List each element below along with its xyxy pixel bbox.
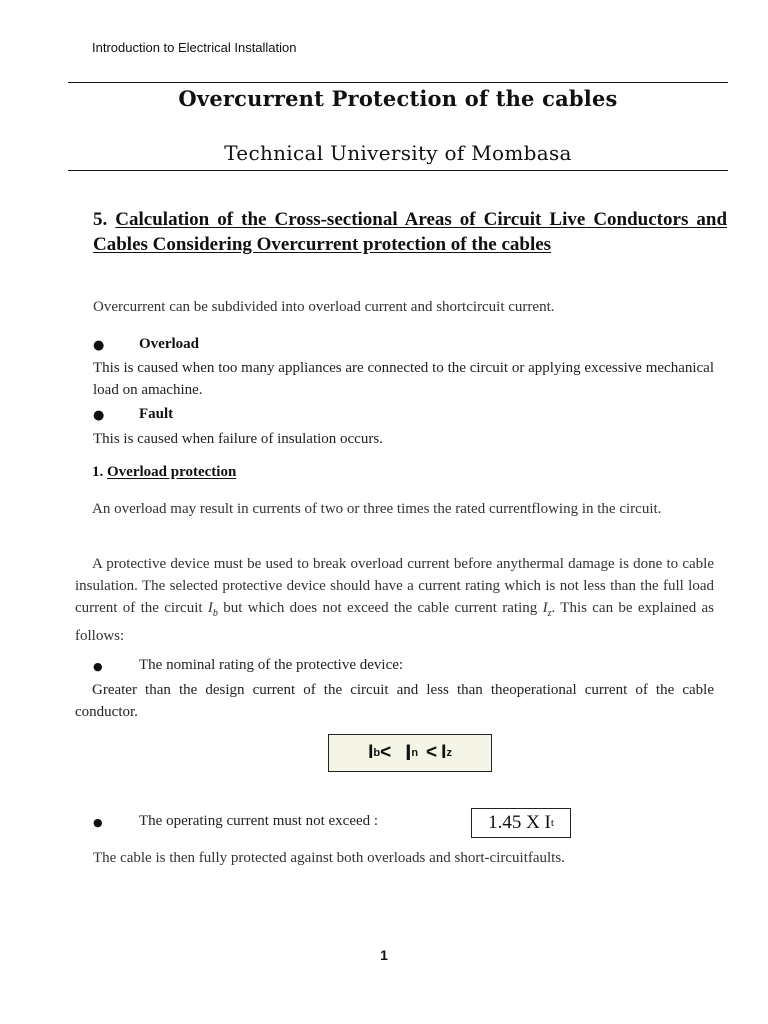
nominal-rating-bullet: The nominal rating of the protective device: bbox=[139, 657, 404, 673]
header-rule-top bbox=[68, 82, 728, 83]
bullet-icon: ● bbox=[93, 660, 103, 673]
running-header: Introduction to Electrical Installation bbox=[92, 40, 297, 55]
closing-paragraph: The cable is then fully protected against both overloads and short-circuitfaults. bbox=[93, 850, 565, 866]
operating-current-factor: 1.45 X I t bbox=[471, 808, 571, 838]
overload-paragraph-1: An overload may result in currents of two or three times the rated currentflowing in the circuit. bbox=[92, 501, 662, 517]
subheading-number: 1. bbox=[92, 464, 104, 480]
bullet-icon: ● bbox=[93, 408, 105, 423]
page-title: Overcurrent Protection of the cables bbox=[178, 86, 618, 111]
bullet-text-fault: This is caused when failure of insulation occurs. bbox=[93, 431, 383, 447]
section-heading-text: Calculation of the Cross-sectional Areas of Circuit Live Conductors and Cables Considering Overcurrent protection of the cables bbox=[93, 209, 728, 255]
bullet-label-fault: Fault bbox=[139, 406, 174, 422]
intro-paragraph: Overcurrent can be subdivided into overload current and shortcircuit current. bbox=[93, 299, 555, 315]
section-number: 5. bbox=[93, 209, 108, 230]
overload-paragraph-2: A protective device must be used to break overload current before anythermal damage is done to cable insulation. The selected protective device should have a current rating which is not less than the full load current of the circuit $I_b$ but which does not exceed the cable current rating $I_z$. This can be explained as follows: bbox=[75, 556, 715, 644]
section-heading bbox=[93, 207, 727, 257]
bullet-icon: ● bbox=[93, 816, 103, 829]
subheading-text: Overload protection bbox=[107, 464, 237, 480]
cable-rating-symbol: $I_z$ bbox=[542, 600, 552, 619]
bullet-icon: ● bbox=[93, 338, 105, 353]
design-current-symbol: $I_b$ bbox=[207, 600, 218, 619]
page-number: 1 bbox=[380, 947, 388, 963]
bullet-label-overload: Overload bbox=[139, 336, 199, 352]
page-subtitle: Technical University of Mombasa bbox=[224, 141, 572, 165]
overload-protection-heading bbox=[92, 464, 236, 481]
current-inequality-formula: I b < I n < I z bbox=[328, 734, 492, 772]
bullet-text-overload: This is caused when too many appliances are connected to the circuit or applying excessive mechanical load on amachine. bbox=[93, 360, 714, 398]
header-rule-bottom bbox=[68, 170, 728, 171]
nominal-rating-text: Greater than the design current of the circuit and less than theoperational current of the cable conductor. bbox=[75, 682, 714, 720]
operating-current-bullet: The operating current must not exceed : bbox=[139, 813, 379, 829]
